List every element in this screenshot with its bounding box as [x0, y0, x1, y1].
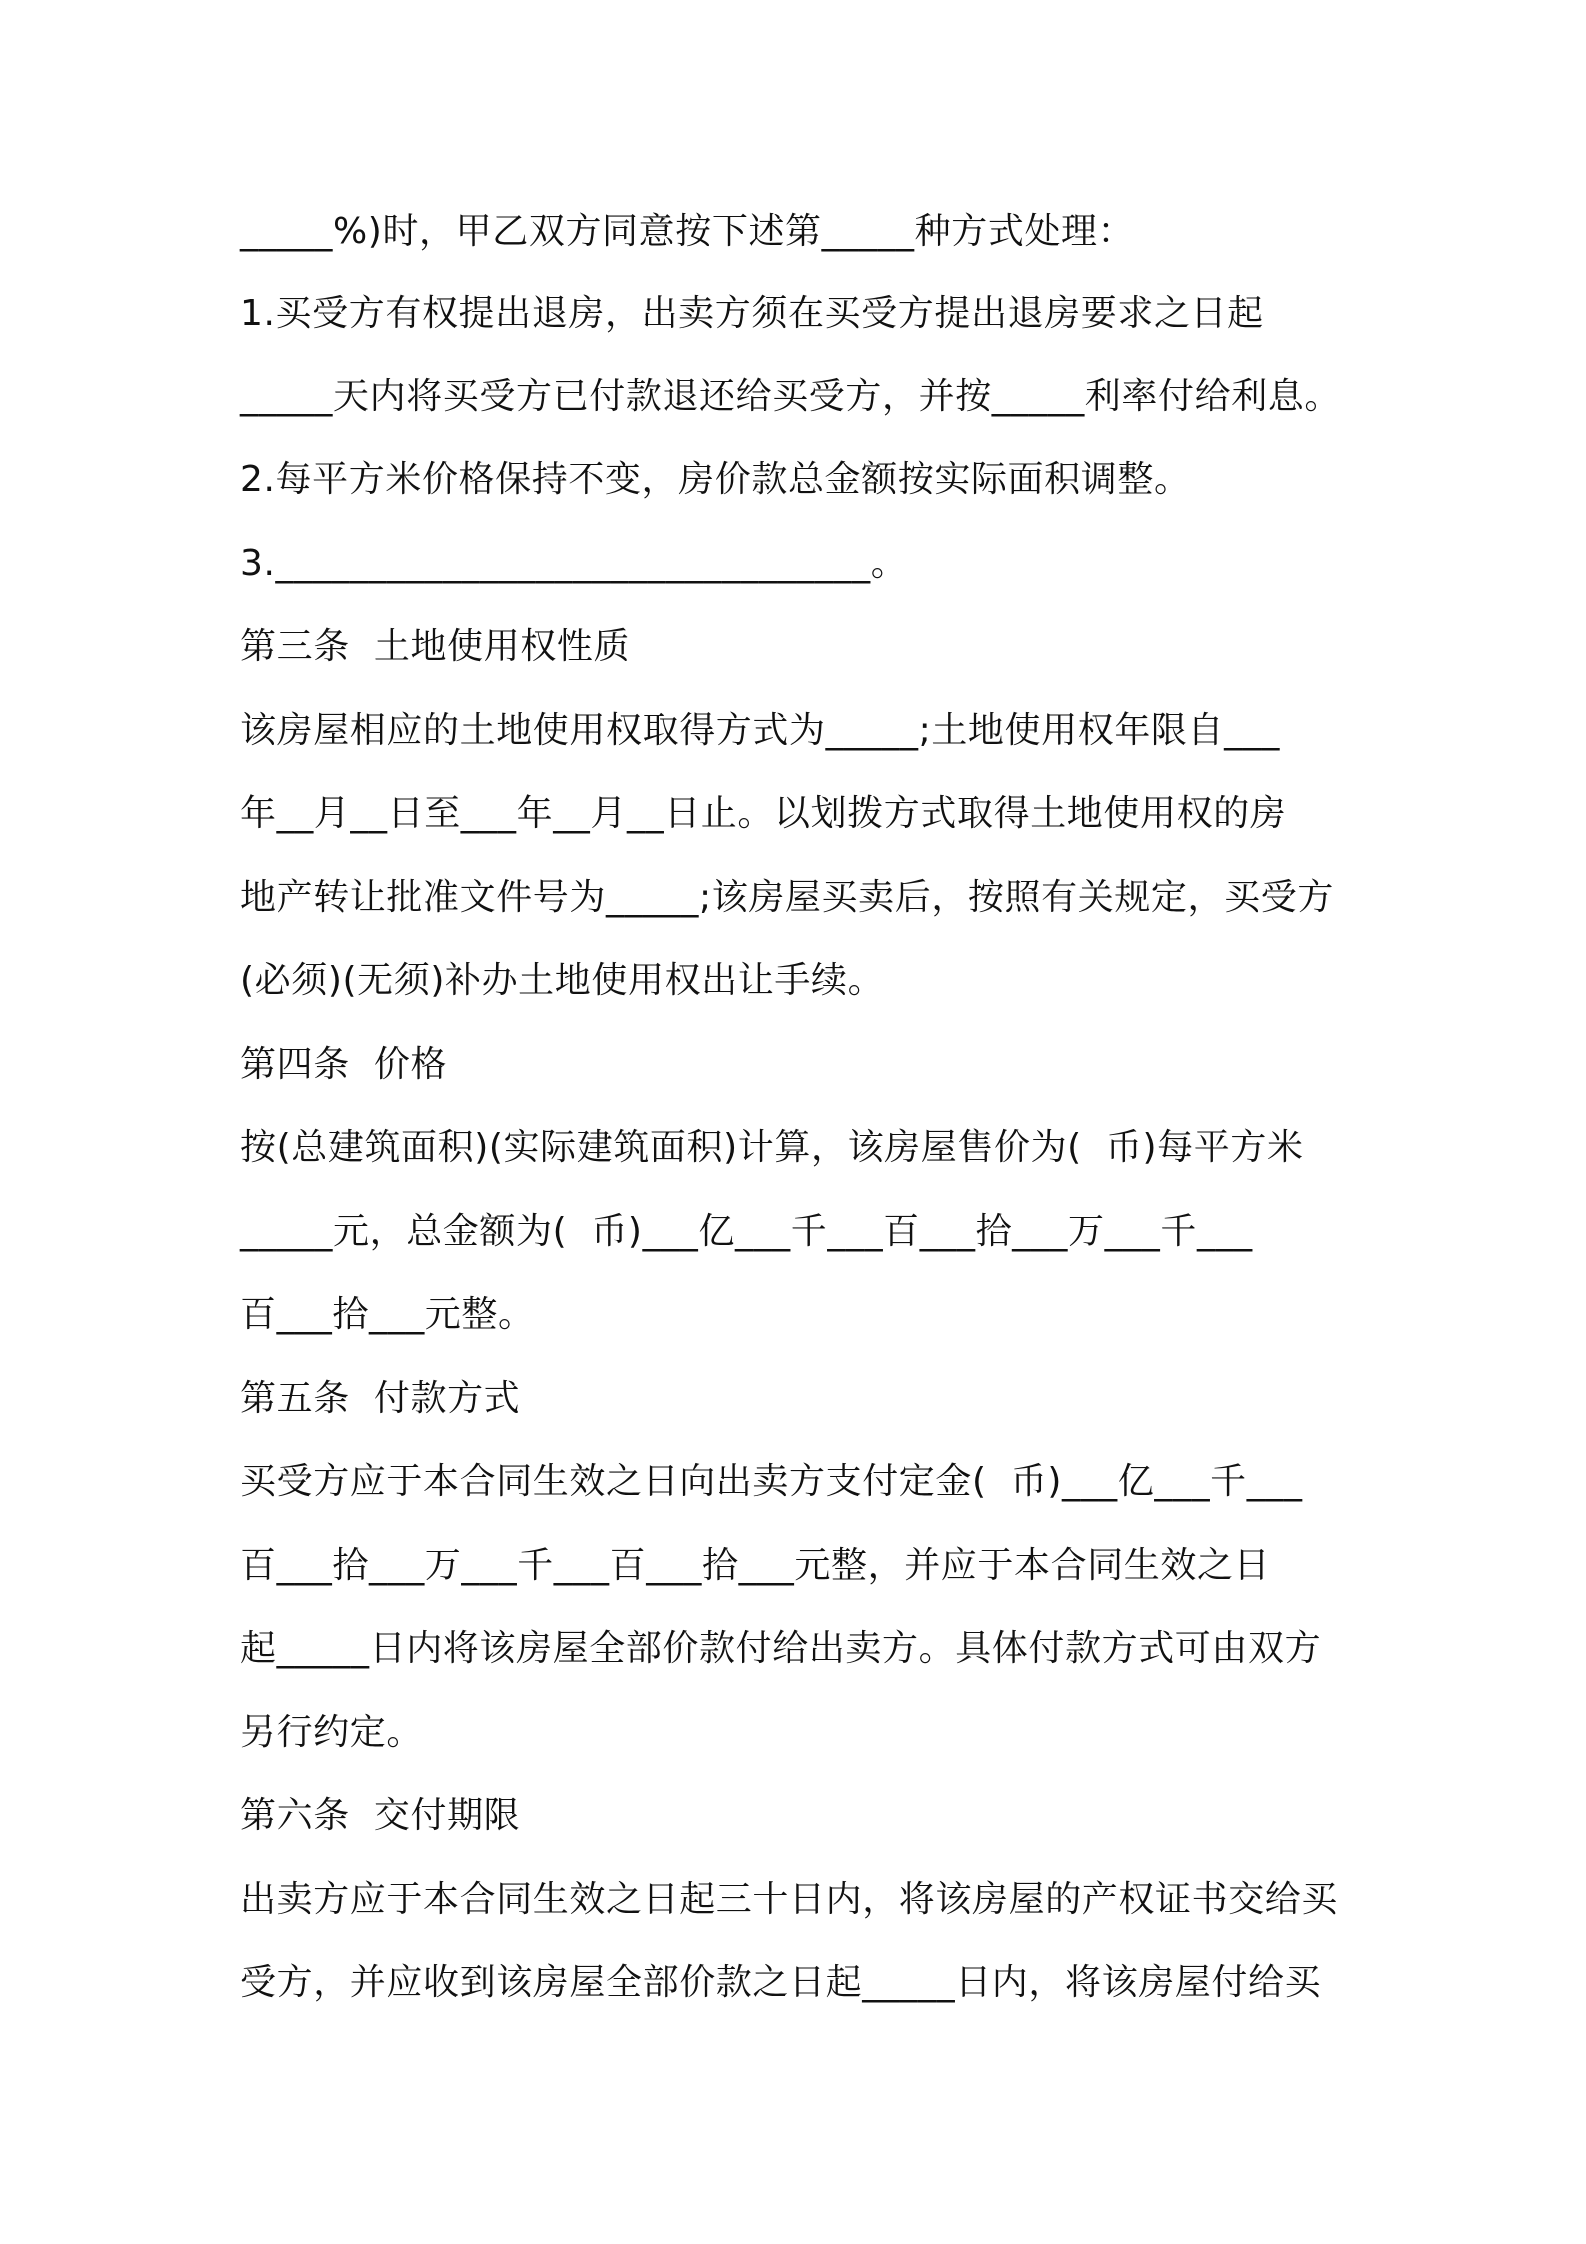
article-3-heading: 第三条 土地使用权性质: [240, 626, 631, 667]
clause-text-line: (必须)(无须)补办土地使用权出让手续。: [240, 960, 885, 1001]
clause-text-line: 地产转让批准文件号为_____;该房屋买卖后，按照有关规定，买受方: [240, 877, 1334, 918]
clause-text-line: _____元，总金额为( 币)___亿___千___百___拾___万___千___: [240, 1211, 1253, 1252]
clause-text-line: 另行约定。: [240, 1712, 424, 1753]
clause-text-line: 受方，并应收到该房屋全部价款之日起_____日内，将该房屋付给买: [240, 1962, 1322, 2003]
clause-text-line: 该房屋相应的土地使用权取得方式为_____;土地使用权年限自___: [240, 710, 1280, 751]
clause-text-line: 2.每平方米价格保持不变，房价款总金额按实际面积调整。: [240, 459, 1191, 500]
article-4-heading: 第四条 价格: [240, 1044, 448, 1085]
article-5-heading: 第五条 付款方式: [240, 1378, 521, 1419]
article-6-heading: 第六条 交付期限: [240, 1795, 521, 1836]
contract-page: [240, 0, 1400, 2244]
clause-text-line: 起_____日内将该房屋全部价款付给出卖方。具体付款方式可由双方: [240, 1628, 1322, 1669]
clause-text-line: _____天内将买受方已付款退还给买受方，并按_____利率付给利息。: [240, 376, 1341, 417]
clause-text-line: 年__月__日至___年__月__日止。以划拨方式取得土地使用权的房: [240, 793, 1287, 834]
clause-text-line: 1.买受方有权提出退房，出卖方须在买受方提出退房要求之日起: [240, 293, 1264, 334]
clause-text-line: 按(总建筑面积)(实际建筑面积)计算，该房屋售价为( 币)每平方米: [240, 1127, 1304, 1168]
clause-text-line: 百___拾___元整。: [240, 1294, 535, 1335]
clause-text-line: 百___拾___万___千___百___拾___元整，并应于本合同生效之日: [240, 1545, 1271, 1586]
clause-text-line: _____%)时，甲乙双方同意按下述第_____种方式处理：: [240, 211, 1135, 252]
clause-text-line: 买受方应于本合同生效之日向出卖方支付定金( 币)___亿___千___: [240, 1461, 1303, 1502]
clause-text-line: 出卖方应于本合同生效之日起三十日内，将该房屋的产权证书交给买: [240, 1879, 1339, 1920]
clause-text-line: 3.________________________________。: [240, 543, 908, 584]
